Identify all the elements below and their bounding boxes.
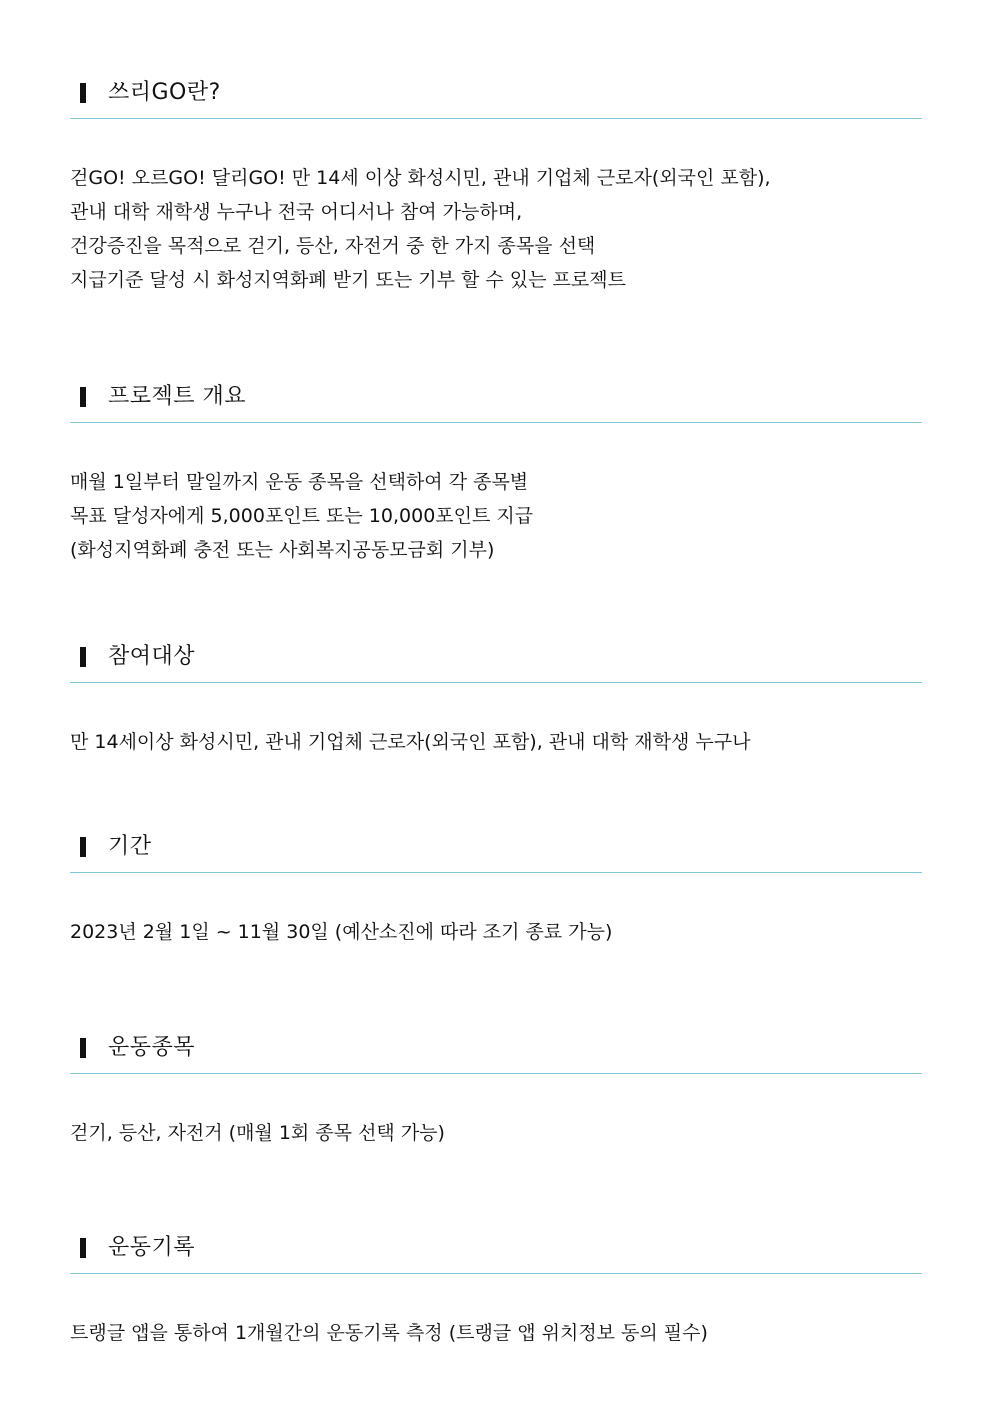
section-exercise-types [70, 1027, 922, 1150]
section-title: 쓰리GO란? [108, 80, 221, 105]
section-title: 운동종목 [108, 1035, 196, 1060]
body-line: (화성지역화폐 충전 또는 사회복지공동모금회 기부) [70, 539, 495, 561]
section-what-is-three-go [70, 72, 922, 297]
section-body [70, 915, 922, 949]
section-header [70, 636, 922, 683]
section-header [70, 1027, 922, 1074]
section-title: 운동기록 [108, 1235, 196, 1260]
section-title: 프로젝트 개요 [108, 384, 247, 409]
body-line: 목표 달성자에게 5,000포인트 또는 10,000포인트 지급 [70, 505, 534, 527]
section-header [70, 826, 922, 873]
section-header [70, 376, 922, 423]
section-body [70, 1116, 922, 1150]
section-bullet-icon [80, 1238, 86, 1258]
body-line: 2023년 2월 1일 ~ 11월 30일 (예산소진에 따라 조기 종료 가능) [70, 921, 613, 943]
section-bullet-icon [80, 647, 86, 667]
body-line: 지급기준 달성 시 화성지역화폐 받기 또는 기부 할 수 있는 프로젝트 [70, 269, 626, 291]
section-participants [70, 636, 922, 759]
section-bullet-icon [80, 83, 86, 103]
section-header [70, 1227, 922, 1274]
section-header [70, 72, 922, 119]
section-bullet-icon [80, 1038, 86, 1058]
section-body [70, 1316, 922, 1350]
body-line: 만 14세이상 화성시민, 관내 기업체 근로자(외국인 포함), 관내 대학 재학생 누구나 [70, 731, 751, 753]
section-title: 기간 [108, 834, 152, 859]
section-body [70, 465, 922, 567]
body-line: 건강증진을 목적으로 걷기, 등산, 자전거 중 한 가지 종목을 선택 [70, 235, 596, 257]
section-period [70, 826, 922, 949]
section-exercise-record [70, 1227, 922, 1350]
body-line: 트랭글 앱을 통하여 1개월간의 운동기록 측정 (트랭글 앱 위치정보 동의 필수) [70, 1322, 708, 1344]
body-line: 매월 1일부터 말일까지 운동 종목을 선택하여 각 종목별 [70, 471, 529, 493]
section-body [70, 161, 922, 297]
body-line: 관내 대학 재학생 누구나 전국 어디서나 참여 가능하며, [70, 201, 523, 223]
section-bullet-icon [80, 387, 86, 407]
section-body [70, 725, 922, 759]
section-bullet-icon [80, 837, 86, 857]
body-line: 걷기, 등산, 자전거 (매월 1회 종목 선택 가능) [70, 1122, 445, 1144]
section-project-overview [70, 376, 922, 567]
body-line: 걷GO! 오르GO! 달리GO! 만 14세 이상 화성시민, 관내 기업체 근로자(외국인 포함), [70, 167, 771, 189]
section-title: 참여대상 [108, 644, 196, 669]
